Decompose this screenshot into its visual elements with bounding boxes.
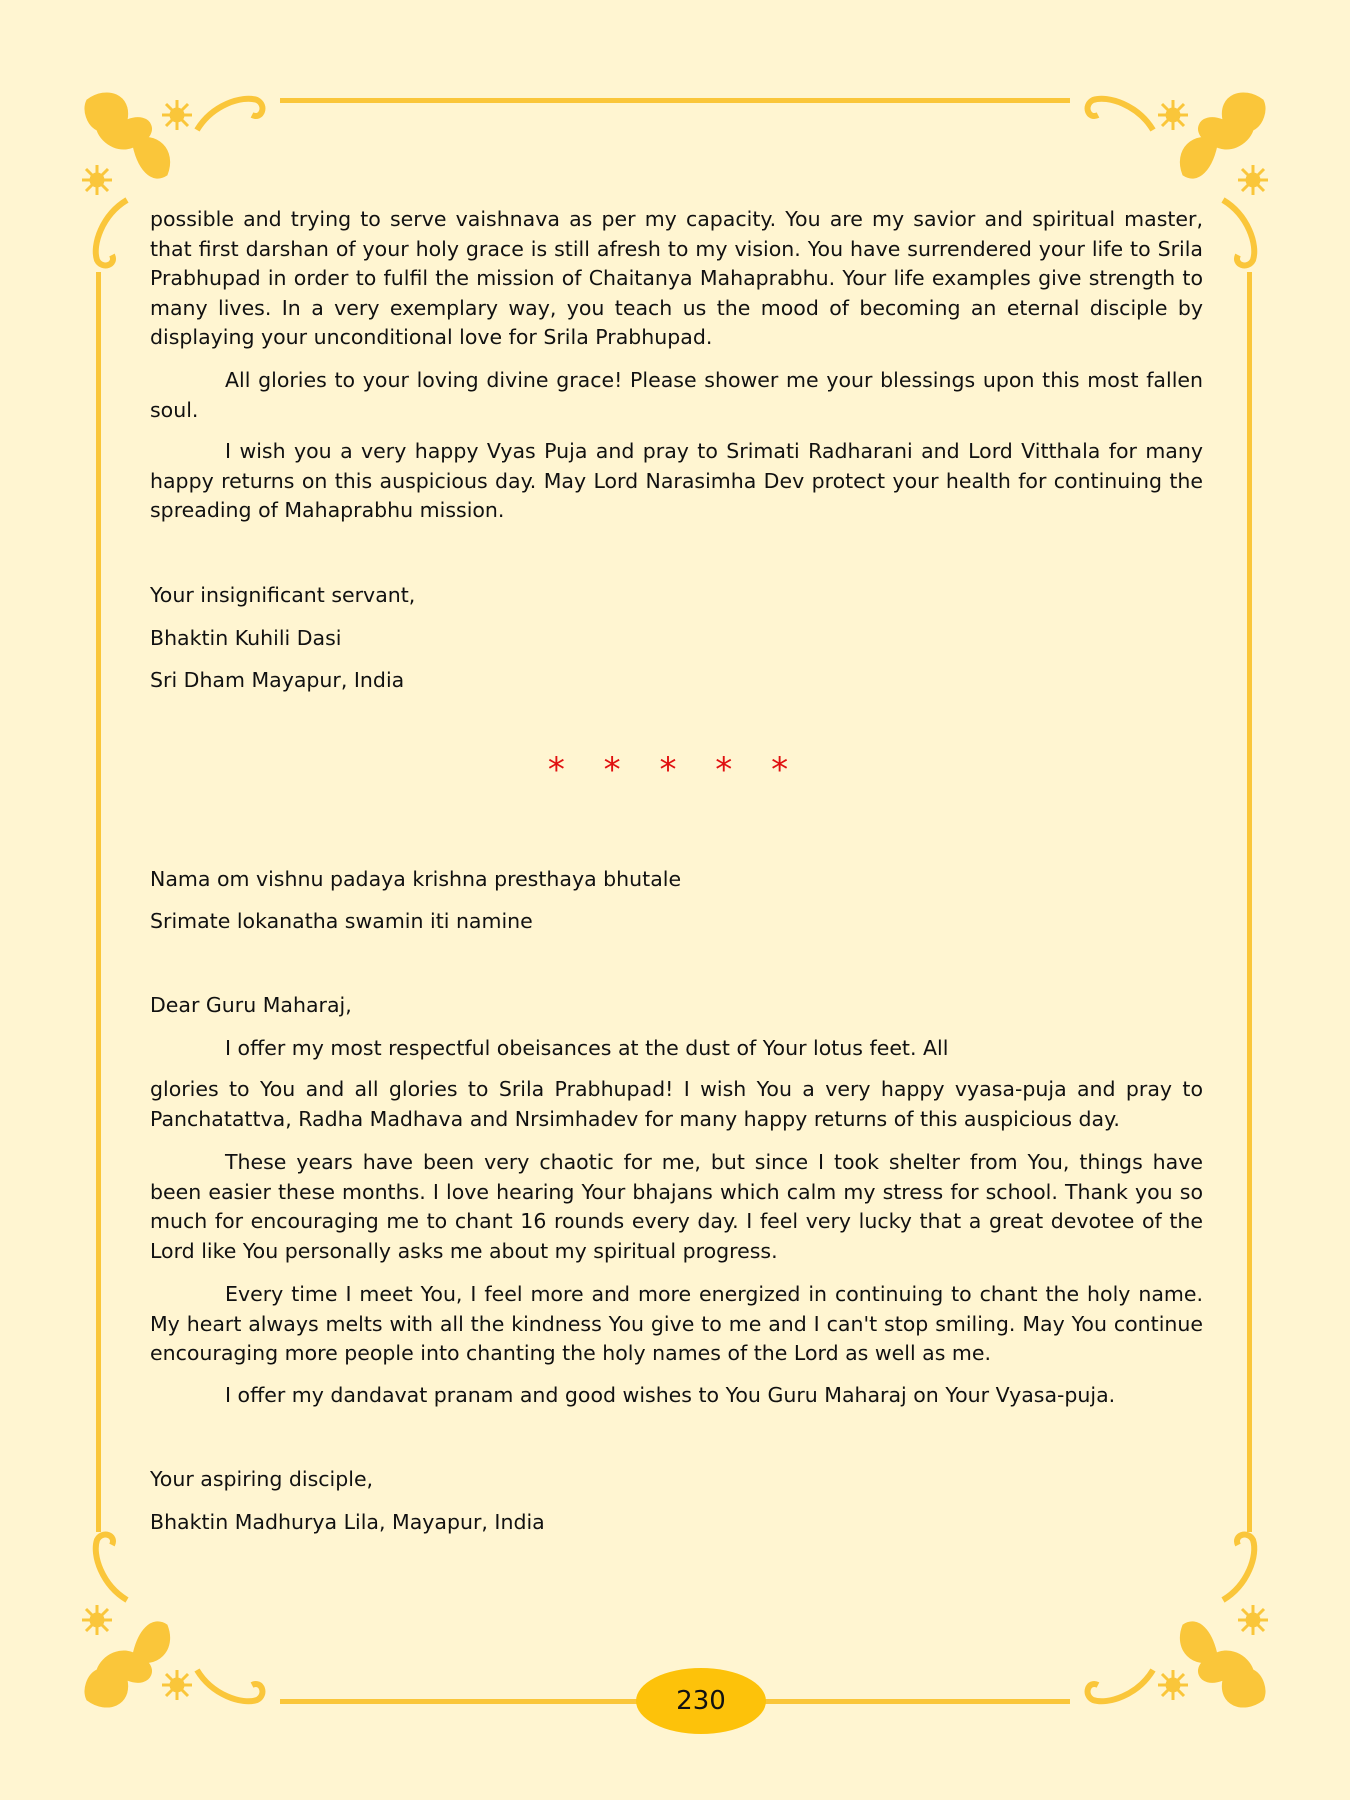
salutation: Dear Guru Maharaj,	[150, 993, 352, 1017]
border-right	[1247, 272, 1252, 1532]
letter2-paragraph: I offer my most respectful obeisances at the dust of Your lotus feet. All	[225, 1036, 949, 1060]
letter2-paragraph: glories to You and all glories to Srila Prabhupad! I wish You a very happy vyasa-puja and pray to Panchatattva, Radha Madhava and Nrsimhadev for many happy returns of this auspicious day.	[150, 1077, 1203, 1131]
letter2-paragraph: These years have been very chaotic for me, but since I took shelter from You, things have been easier these months. I love hearing Your bhajans which calm my stress for school. Thank you so much for encouraging me to chant 16 rounds every day. I feel very lucky that a great devotee of the Lord like You personally asks me about my spiritual progress.	[150, 1150, 1203, 1263]
page-number-badge: 230	[636, 1668, 766, 1734]
section-separator: * * * * *	[547, 750, 803, 790]
border-top	[280, 98, 1070, 103]
letter1-paragraph: I wish you a very happy Vyas Puja and pray to Srimati Radharani and Lord Vitthala for many happy returns on this auspicious day. May Lord Narasimha Dev protect your health for continuing the spreading of Mahaprabhu mission.	[150, 439, 1203, 523]
letter1-signature-place: Sri Dham Mayapur, India	[150, 668, 405, 692]
letter1-paragraph: All glories to your loving divine grace! Please shower me your blessings upon this most fallen soul.	[150, 368, 1203, 422]
letter1-signature-name: Bhaktin Kuhili Dasi	[150, 626, 342, 650]
letter1-closing: Your insignificant servant,	[150, 583, 416, 607]
corner-ornament-icon	[82, 1515, 282, 1715]
letter2-signature: Bhaktin Madhurya Lila, Mayapur, India	[150, 1510, 545, 1534]
mantra-line: Srimate lokanatha swamin iti namine	[150, 909, 533, 933]
letter2-paragraph: I offer my dandavat pranam and good wishes to You Guru Maharaj on Your Vyasa-puja.	[225, 1383, 1116, 1407]
letter1-paragraph: possible and trying to serve vaishnava as per my capacity. You are my savior and spiritual master, that first darshan of your holy grace is still afresh to my vision. You have surrendered your life to Srila Prabhupad in order to fulfil the mission of Chaitanya Mahaprabhu. Your life examples give strength to many lives. In a very exemplary way, you teach us the mood of becoming an eternal disciple by displaying your unconditional love for Srila Prabhupad.	[150, 207, 1203, 350]
letter2-closing: Your aspiring disciple,	[150, 1467, 374, 1491]
border-left	[96, 272, 101, 1532]
mantra-line: Nama om vishnu padaya krishna presthaya bhutale	[150, 867, 682, 891]
corner-ornament-icon	[1068, 1515, 1268, 1715]
letter2-paragraph: Every time I meet You, I feel more and more energized in continuing to chant the holy name. My heart always melts with all the kindness You give to me and I can't stop smiling. May You continue encouraging more people into chanting the holy names of the Lord as well as me.	[150, 1282, 1203, 1366]
